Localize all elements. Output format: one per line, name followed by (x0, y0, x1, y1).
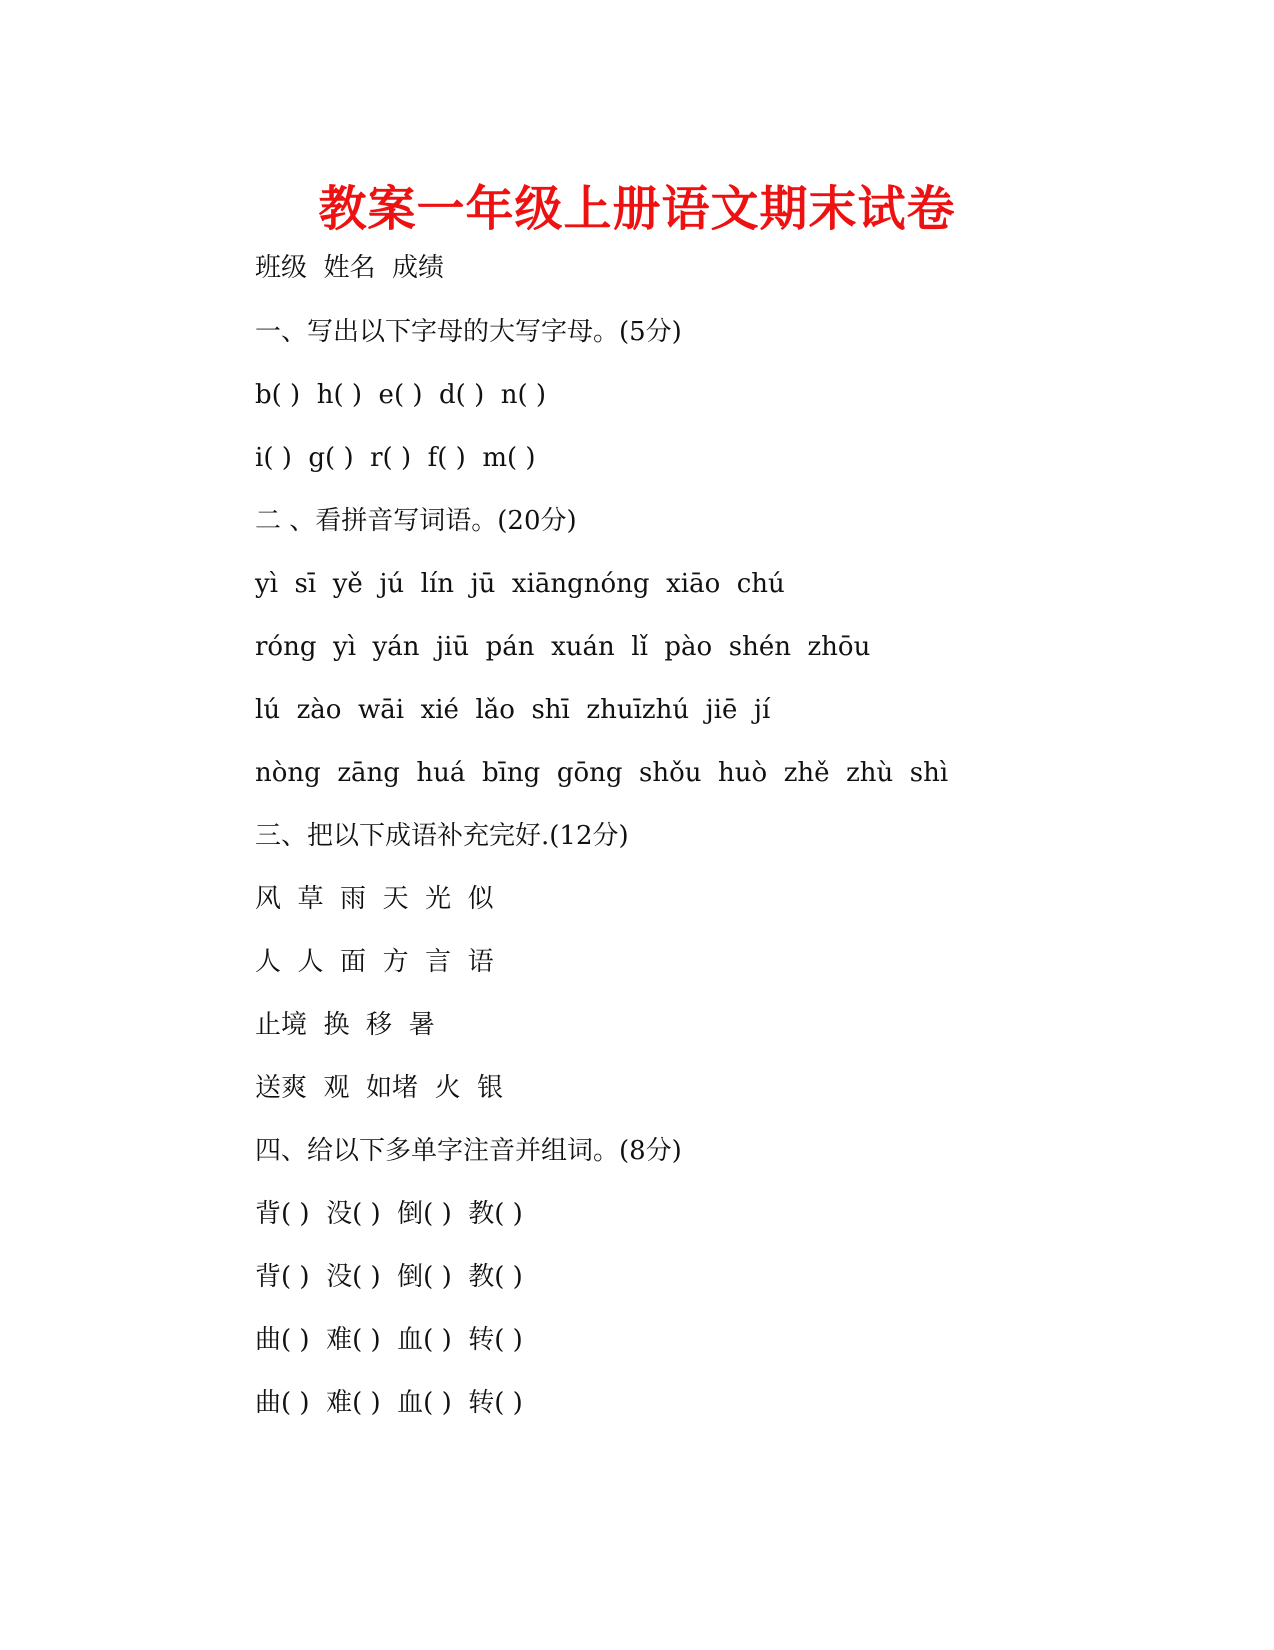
polyphone-row: 背( ) 没( ) 倒( ) 教( ) (255, 1262, 523, 1292)
section-2-heading: 二 、看拼音写词语。(20分) (255, 506, 577, 536)
idiom-row: 风 草 雨 天 光 似 (255, 884, 494, 914)
pinyin-row: róng yì yán jiū pán xuán lǐ pào shén zhōu (255, 632, 871, 662)
polyphone-row: 曲( ) 难( ) 血( ) 转( ) (255, 1325, 523, 1355)
student-info-line: 班级 姓名 成绩 (255, 253, 445, 283)
idiom-row: 人 人 面 方 言 语 (255, 947, 494, 977)
pinyin-row: yì sī yě jú lín jū xiāngnóng xiāo chú (255, 569, 785, 599)
section-1-row: i( ) g( ) r( ) f( ) m( ) (255, 443, 536, 473)
polyphone-row: 曲( ) 难( ) 血( ) 转( ) (255, 1388, 523, 1418)
idiom-row: 送爽 观 如堵 火 银 (255, 1073, 504, 1103)
document-title: 教案一年级上册语文期末试卷 (318, 181, 956, 237)
section-3-heading: 三、把以下成语补充完好.(12分) (255, 821, 629, 851)
pinyin-row: lú zào wāi xié lǎo shī zhuīzhú jiē jí (255, 695, 771, 725)
section-4-heading: 四、给以下多单字注音并组词。(8分) (255, 1136, 682, 1166)
section-1-heading: 一、写出以下字母的大写字母。(5分) (255, 317, 682, 347)
section-1-row: b( ) h( ) e( ) d( ) n( ) (255, 380, 547, 410)
idiom-row: 止境 换 移 暑 (255, 1010, 435, 1040)
pinyin-row: nòng zāng huá bīng gōng shǒu huò zhě zhù shì (255, 758, 949, 788)
polyphone-row: 背( ) 没( ) 倒( ) 教( ) (255, 1199, 523, 1229)
